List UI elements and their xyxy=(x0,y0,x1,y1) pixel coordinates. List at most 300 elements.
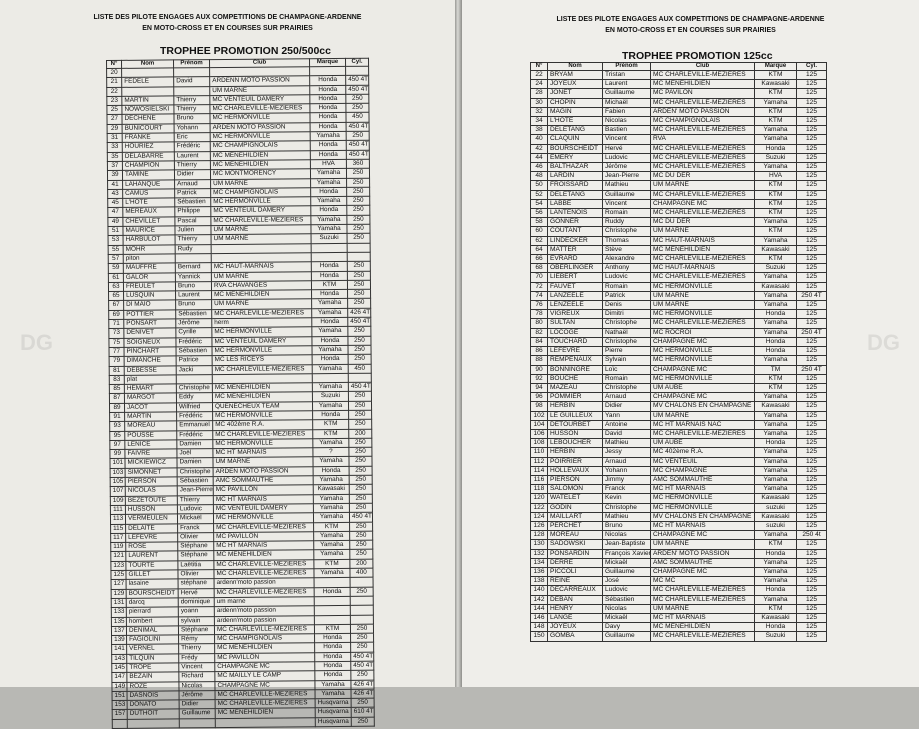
cell-brand: KTM xyxy=(755,181,797,190)
cell-firstname: Guillaume xyxy=(603,89,651,98)
cell-cyl: 125 xyxy=(797,356,827,365)
cell-club: MC HT MARNAIS xyxy=(651,485,755,494)
cell-name: EMERY xyxy=(548,153,603,162)
cell-number: 68 xyxy=(531,264,548,273)
cell-name: LIEBERT xyxy=(548,273,603,282)
cell-cyl: 250 xyxy=(350,531,373,540)
cell-cyl: 250 xyxy=(347,206,370,215)
cell-number: 72 xyxy=(531,282,548,291)
cell-brand: KTM xyxy=(755,227,797,236)
cell-name: CHOPIN xyxy=(548,98,603,107)
cell-number: 63 xyxy=(108,282,123,291)
cell-cyl: 125 xyxy=(797,439,827,448)
table-row xyxy=(531,255,827,264)
cell-firstname: Mickaël xyxy=(177,514,213,524)
cell-firstname: Eddy xyxy=(176,393,212,403)
cell-club: MC HAUT-MARNAIS xyxy=(651,236,755,245)
cell-firstname: José xyxy=(603,577,651,586)
table-row xyxy=(531,273,827,282)
cell-cyl: 250 xyxy=(348,354,371,363)
table-row xyxy=(531,291,827,300)
cell-club: MC CHARLEVILLE-MEZIERES xyxy=(651,98,755,107)
cell-club: MC HERMONVILLE xyxy=(651,347,755,356)
cell-club: CHAMPAGNE MC xyxy=(651,531,755,540)
cell-firstname: Christophe xyxy=(603,319,651,328)
cell-name: FROISSARD xyxy=(548,181,603,190)
cell-brand: Yamaha xyxy=(755,163,797,172)
cell-cyl: 125 xyxy=(797,613,827,622)
cell-name: LINDECKER xyxy=(548,236,603,245)
cell-number: 83 xyxy=(109,375,124,384)
cell-brand: Yamaha xyxy=(755,577,797,586)
table-row xyxy=(531,236,827,245)
cell-name: MEREAUX xyxy=(123,207,175,217)
cell-firstname: Guillaume xyxy=(603,632,651,641)
cell-number: 57 xyxy=(108,254,123,263)
cell-name: MICKIEWICZ xyxy=(125,458,177,468)
cell-firstname: Sébastien xyxy=(176,309,212,319)
cell-number: 84 xyxy=(531,337,548,346)
cell-cyl: 125 xyxy=(797,144,827,153)
cell-number: 43 xyxy=(108,189,123,198)
cell-name: BALTHAZAR xyxy=(548,163,603,172)
cell-brand: Yamaha xyxy=(755,558,797,567)
cell-cyl: 250 xyxy=(347,271,370,280)
table-row xyxy=(531,558,827,567)
cell-number: 127 xyxy=(111,580,126,589)
cell-cyl: 250 xyxy=(349,410,372,419)
cell-firstname: François Xavier xyxy=(603,549,651,558)
cell-brand: Honda xyxy=(312,290,348,300)
cell-firstname: Richard xyxy=(179,672,215,682)
left-header-line2: EN MOTO-CROSS ET EN COURSES SUR PRAIRIES xyxy=(142,25,313,32)
cell-number: 47 xyxy=(108,208,123,217)
cell-firstname: Michaël xyxy=(603,98,651,107)
cell-name: HENRY xyxy=(548,604,603,613)
cell-cyl: 125 xyxy=(797,264,827,273)
cell-name: MARGOT xyxy=(124,393,176,403)
cell-name: LANGE xyxy=(548,613,603,622)
cell-number: 116 xyxy=(531,475,548,484)
cell-number: 136 xyxy=(531,567,548,576)
cell-cyl: 125 xyxy=(797,466,827,475)
cell-number: 137 xyxy=(111,626,126,635)
cell-club: MC CHARLEVILLE-MEZIERES xyxy=(651,255,755,264)
cell-brand: Honda xyxy=(310,76,346,86)
cell-cyl: 125 xyxy=(797,163,827,172)
cell-club: MC MENEHILDIEN xyxy=(212,392,312,402)
cell-cyl: 250 xyxy=(347,261,370,270)
cell-club: ardenn'moto passion xyxy=(214,578,314,588)
cell-club: MC HT MARNAIS xyxy=(213,448,313,458)
cell-club: MC CHARLEVILLE-MEZIERES xyxy=(213,429,313,439)
cell-firstname: Guillaume xyxy=(603,190,651,199)
cell-cyl: 400 xyxy=(350,568,373,577)
right-col-header-name: Nom xyxy=(548,63,603,71)
cell-firstname: Ludovic xyxy=(603,273,651,282)
table-row xyxy=(531,623,827,632)
cell-brand: Honda xyxy=(315,643,351,653)
cell-name: GONNER xyxy=(548,218,603,227)
cell-number: 52 xyxy=(531,190,548,199)
cell-number: 119 xyxy=(111,542,126,551)
cell-cyl: 250 xyxy=(347,280,370,289)
right-col-header-brand: Marque xyxy=(755,63,797,71)
cell-club: UM MARNE xyxy=(651,291,755,300)
cell-name: BEZAIN xyxy=(127,672,179,682)
table-row xyxy=(531,365,827,374)
cell-number: 147 xyxy=(112,673,127,682)
cell-brand: Yamaha xyxy=(314,531,350,541)
cell-club: ARDEN MOTO PASSION xyxy=(213,466,313,476)
table-row xyxy=(531,531,827,540)
cell-brand: Yamaha xyxy=(313,438,349,448)
cell-firstname: Jean-Baptiste xyxy=(603,540,651,549)
cell-brand: Honda xyxy=(313,466,349,476)
cell-brand: Kawasaki xyxy=(755,245,797,254)
cell-brand: Yamaha xyxy=(312,382,348,392)
cell-firstname: David xyxy=(603,429,651,438)
cell-brand: ? xyxy=(313,448,349,458)
cell-brand: Honda xyxy=(755,623,797,632)
cell-name: TOURTE xyxy=(126,561,178,571)
cell-number: 99 xyxy=(110,450,125,459)
cell-cyl: 125 xyxy=(797,586,827,595)
cell-brand: Yamaha xyxy=(755,135,797,144)
cell-number: 93 xyxy=(110,422,125,431)
cell-club: um marne xyxy=(214,597,314,607)
cell-cyl: 250 xyxy=(347,178,370,187)
cell-number: 123 xyxy=(111,561,126,570)
cell-number: 109 xyxy=(110,496,125,505)
cell-firstname: Mickaël xyxy=(603,613,651,622)
cell-brand: KTM xyxy=(755,604,797,613)
cell-name: DONATO xyxy=(127,700,179,710)
cell-name: EVRARD xyxy=(548,255,603,264)
cell-club: MC CHARLEVILLE-MEZIERES xyxy=(212,364,312,374)
cell-number: 54 xyxy=(531,199,548,208)
cell-brand: Husqvarna xyxy=(315,699,351,709)
cell-name: CHAMPION xyxy=(122,161,174,171)
cell-number: 21 xyxy=(107,78,122,87)
table-row xyxy=(531,521,827,530)
cell-number: 148 xyxy=(531,623,548,632)
cell-firstname: Hervé xyxy=(178,588,214,598)
cell-firstname: Thierry xyxy=(177,495,213,505)
cell-firstname: Thierry xyxy=(179,644,215,654)
cell-cyl: 426 4T xyxy=(348,308,371,317)
cell-number: 92 xyxy=(531,374,548,383)
cell-firstname: Bruno xyxy=(175,281,211,291)
cell-number: 56 xyxy=(531,209,548,218)
table-row xyxy=(531,218,827,227)
cell-brand: Kawasaki xyxy=(313,485,349,495)
cell-number: 130 xyxy=(531,540,548,549)
left-col-header-firstname: Prénom xyxy=(174,60,210,68)
cell-firstname: Christophe xyxy=(603,337,651,346)
cell-brand: Suzuki xyxy=(755,153,797,162)
table-row xyxy=(531,586,827,595)
cell-club: MC VENTEUIL DAMERY xyxy=(210,95,310,105)
cell-cyl xyxy=(350,605,373,614)
cell-club: MC HERMONVILLE xyxy=(213,439,313,449)
cell-cyl: 250 xyxy=(348,289,371,298)
cell-name: MATTER xyxy=(548,245,603,254)
cell-name: NOWOSIELSKI xyxy=(122,105,174,115)
cell-cyl: 125 xyxy=(797,71,827,80)
cell-name: SADOWSKI xyxy=(548,540,603,549)
cell-club: MC CHARLEVILLE-MEZIERES xyxy=(651,319,755,328)
cell-brand: suzuki xyxy=(755,503,797,512)
cell-number: 87 xyxy=(109,394,124,403)
cell-cyl: 125 xyxy=(797,80,827,89)
table-row xyxy=(531,80,827,89)
cell-brand: Yamaha xyxy=(315,680,351,690)
cell-brand xyxy=(314,615,350,625)
cell-firstname: Julien xyxy=(175,226,211,236)
cell-firstname: Mathieu xyxy=(603,512,651,521)
cell-brand: Honda xyxy=(312,355,348,365)
cell-firstname: Franck xyxy=(603,485,651,494)
cell-name: L'HOTE xyxy=(548,117,603,126)
cell-name: SULTAN xyxy=(548,319,603,328)
cell-number: 133 xyxy=(111,608,126,617)
cell-firstname: Mickaël xyxy=(603,558,651,567)
right-title: TROPHEE PROMOTION 125cc xyxy=(622,50,773,62)
cell-club: MC PAVILLON xyxy=(215,652,315,662)
cell-number: 112 xyxy=(531,457,548,466)
cell-club: MC CHARLEVILLE-MEZIERES xyxy=(212,308,312,318)
cell-number: 145 xyxy=(112,663,127,672)
cell-brand xyxy=(311,252,347,262)
cell-cyl: 125 xyxy=(797,549,827,558)
cell-club: MC CHARLEVILLE-MEZIERES xyxy=(214,625,314,635)
cell-name: PONSARDIN xyxy=(548,549,603,558)
table-row xyxy=(531,448,827,457)
cell-cyl: 125 xyxy=(797,383,827,392)
cell-cyl: 125 xyxy=(797,402,827,411)
cell-number: 33 xyxy=(107,143,122,152)
cell-brand: KTM xyxy=(755,209,797,218)
cell-name: CLAQUIN xyxy=(548,135,603,144)
cell-firstname xyxy=(175,254,211,264)
cell-number: 62 xyxy=(531,236,548,245)
cell-cyl: 125 xyxy=(797,199,827,208)
cell-brand: KTM xyxy=(313,429,349,439)
cell-firstname: Bastien xyxy=(603,126,651,135)
cell-name: BUNICOURT xyxy=(122,124,174,134)
cell-brand: KTM xyxy=(755,199,797,208)
cell-number: 106 xyxy=(531,429,548,438)
cell-brand: Suzuki xyxy=(311,234,347,244)
cell-name: LOCOGE xyxy=(548,328,603,337)
cell-club: MC MAILLY LE CAMP xyxy=(215,671,315,681)
cell-club: MC HERMONVILLE xyxy=(212,346,312,356)
cell-cyl: 250 xyxy=(348,401,371,410)
cell-number: 157 xyxy=(112,710,127,719)
cell-brand: Honda xyxy=(312,336,348,346)
table-row xyxy=(531,328,827,337)
cell-cyl: 125 xyxy=(797,494,827,503)
cell-number: 128 xyxy=(531,531,548,540)
cell-cyl: 125 xyxy=(797,236,827,245)
cell-number: 65 xyxy=(109,291,124,300)
cell-club: MC CHARLEVILLE-MEZIERES xyxy=(651,429,755,438)
cell-number: 59 xyxy=(108,264,123,273)
left-col-header-number: N° xyxy=(107,60,122,68)
cell-name: HOURIEZ xyxy=(122,142,174,152)
cell-name: BRYAM xyxy=(548,71,603,80)
cell-firstname: sylvain xyxy=(178,616,214,626)
table-row xyxy=(531,393,827,402)
cell-brand: KTM xyxy=(755,71,797,80)
cell-brand: Yamaha xyxy=(312,364,348,374)
cell-number: 55 xyxy=(108,245,123,254)
cell-club: MC PAVILON xyxy=(651,89,755,98)
left-page xyxy=(0,0,455,725)
cell-club: MC HAUT-MARNAIS xyxy=(651,264,755,273)
right-header xyxy=(462,14,919,36)
cell-firstname: Thomas xyxy=(603,236,651,245)
cell-club: MC CHARLEVILLE-MEZIERES xyxy=(651,71,755,80)
cell-cyl: 450 xyxy=(346,113,369,122)
cell-brand: Suzuki xyxy=(755,632,797,641)
cell-name: POTTIER xyxy=(124,310,176,320)
cell-brand: Honda xyxy=(755,347,797,356)
cell-firstname: Romain xyxy=(603,374,651,383)
cell-number: 29 xyxy=(107,124,122,133)
cell-name: TOUCHARD xyxy=(548,337,603,346)
cell-firstname: Bruno xyxy=(174,114,210,124)
cell-name: pierrard xyxy=(126,607,178,617)
left-title: TROPHEE PROMOTION 250/500cc xyxy=(160,45,331,57)
cell-firstname: Laurent xyxy=(174,151,210,161)
cell-club: MC MENEHILDIEN xyxy=(215,708,315,718)
table-row xyxy=(531,227,827,236)
cell-firstname: Didier xyxy=(179,700,215,710)
cell-club: MC CHAMPIGNOLAIS xyxy=(211,188,311,198)
cell-club: ARDEN' MOTO PASSION xyxy=(651,107,755,116)
table-row xyxy=(531,595,827,604)
cell-firstname: Laëtitia xyxy=(178,560,214,570)
table-row xyxy=(531,613,827,622)
table-row xyxy=(531,402,827,411)
cell-name: LEFEVRE xyxy=(548,347,603,356)
cell-cyl: 250 xyxy=(347,187,370,196)
cell-club: MC HT MARNAIS xyxy=(651,613,755,622)
table-row xyxy=(531,301,827,310)
cell-club: MC HERMONVILLE xyxy=(211,197,311,207)
cell-firstname: Thierry xyxy=(174,161,210,171)
cell-brand: KTM xyxy=(314,624,350,634)
cell-cyl: 250 xyxy=(347,234,370,243)
cell-firstname: Frédéric xyxy=(177,412,213,422)
cell-cyl: 125 xyxy=(797,282,827,291)
cell-club: AMC SOMMAUTHE xyxy=(213,476,313,486)
cell-cyl: 250 4T xyxy=(797,328,827,337)
cell-cyl xyxy=(350,615,373,624)
cell-name: hombert xyxy=(126,616,178,626)
cell-cyl: 125 xyxy=(797,126,827,135)
cell-number: 101 xyxy=(110,459,125,468)
cell-club: MC CHARLEVILLE-MEZIERES xyxy=(215,690,315,700)
cell-club: MC CHARLEVILLE-MEZIERES xyxy=(211,215,311,225)
cell-name: DENIMAL xyxy=(126,626,178,636)
cell-cyl: 125 xyxy=(797,89,827,98)
cell-number: 96 xyxy=(531,393,548,402)
cell-number: 35 xyxy=(107,152,122,161)
cell-name: DETOURBET xyxy=(548,420,603,429)
table-row xyxy=(531,429,827,438)
table-row xyxy=(531,71,827,80)
cell-club: MC LES RICEYS xyxy=(212,355,312,365)
cell-club: UM MARNE xyxy=(651,301,755,310)
cell-name: LARDIN xyxy=(548,172,603,181)
cell-firstname: Ruddy xyxy=(603,218,651,227)
cell-name: LEBOUCHER xyxy=(548,439,603,448)
cell-firstname: Tristan xyxy=(603,71,651,80)
cell-club: AMC SOMMAUTHE xyxy=(651,475,755,484)
cell-number: 142 xyxy=(531,595,548,604)
cell-brand xyxy=(314,596,350,606)
cell-number: 153 xyxy=(112,701,127,710)
cell-club: RVA CHAVANGES xyxy=(211,281,311,291)
cell-cyl: 125 xyxy=(797,457,827,466)
cell-brand: Yamaha xyxy=(313,494,349,504)
table-row xyxy=(531,153,827,162)
cell-brand: KTM xyxy=(755,255,797,264)
cell-brand: Honda xyxy=(310,150,346,160)
cell-brand: Honda xyxy=(315,652,351,662)
cell-club: MC CHARLEVILLE-MEZIERES xyxy=(214,559,314,569)
cell-number: 79 xyxy=(109,357,124,366)
cell-cyl: 200 xyxy=(350,559,373,568)
cell-firstname: Nathaël xyxy=(603,328,651,337)
cell-firstname: Sébastien xyxy=(176,346,212,356)
cell-number: 113 xyxy=(110,515,125,524)
cell-number: 104 xyxy=(531,420,548,429)
cell-cyl: 125 xyxy=(797,107,827,116)
cell-firstname: Jean-Pierre xyxy=(603,172,651,181)
cell-name: LE GUILLEUX xyxy=(548,411,603,420)
cell-number: 73 xyxy=(109,329,124,338)
cell-brand: Yamaha xyxy=(312,308,348,318)
cell-club: MC HERMONVILLE xyxy=(651,356,755,365)
cell-firstname: Arnaud xyxy=(603,393,651,402)
cell-number: 150 xyxy=(531,632,548,641)
cell-cyl: 125 xyxy=(797,190,827,199)
cell-firstname: Kevin xyxy=(603,494,651,503)
cell-club: CHAMPAGNE MC xyxy=(651,393,755,402)
cell-cyl: 250 xyxy=(349,494,372,503)
cell-name: FREULET xyxy=(123,282,175,292)
cell-cyl: 250 xyxy=(348,327,371,336)
cell-name: ROSE xyxy=(126,542,178,552)
cell-brand: Kawasaki xyxy=(755,402,797,411)
cell-club: UM MARNE xyxy=(211,271,311,281)
cell-firstname: Frédéric xyxy=(176,337,212,347)
right-header-line1: LISTE DES PILOTE ENGAGES AUX COMPETITIONS DE CHAMPAGNE-ARDENNE xyxy=(556,16,825,23)
cell-number: 44 xyxy=(531,153,548,162)
right-page xyxy=(462,0,919,687)
cell-brand: HVA xyxy=(755,172,797,181)
cell-brand: Yamaha xyxy=(755,457,797,466)
cell-name: VIGREUX xyxy=(548,310,603,319)
table-row xyxy=(531,319,827,328)
table-row xyxy=(531,512,827,521)
cell-firstname: dominique xyxy=(178,597,214,607)
cell-cyl: 125 xyxy=(797,255,827,264)
